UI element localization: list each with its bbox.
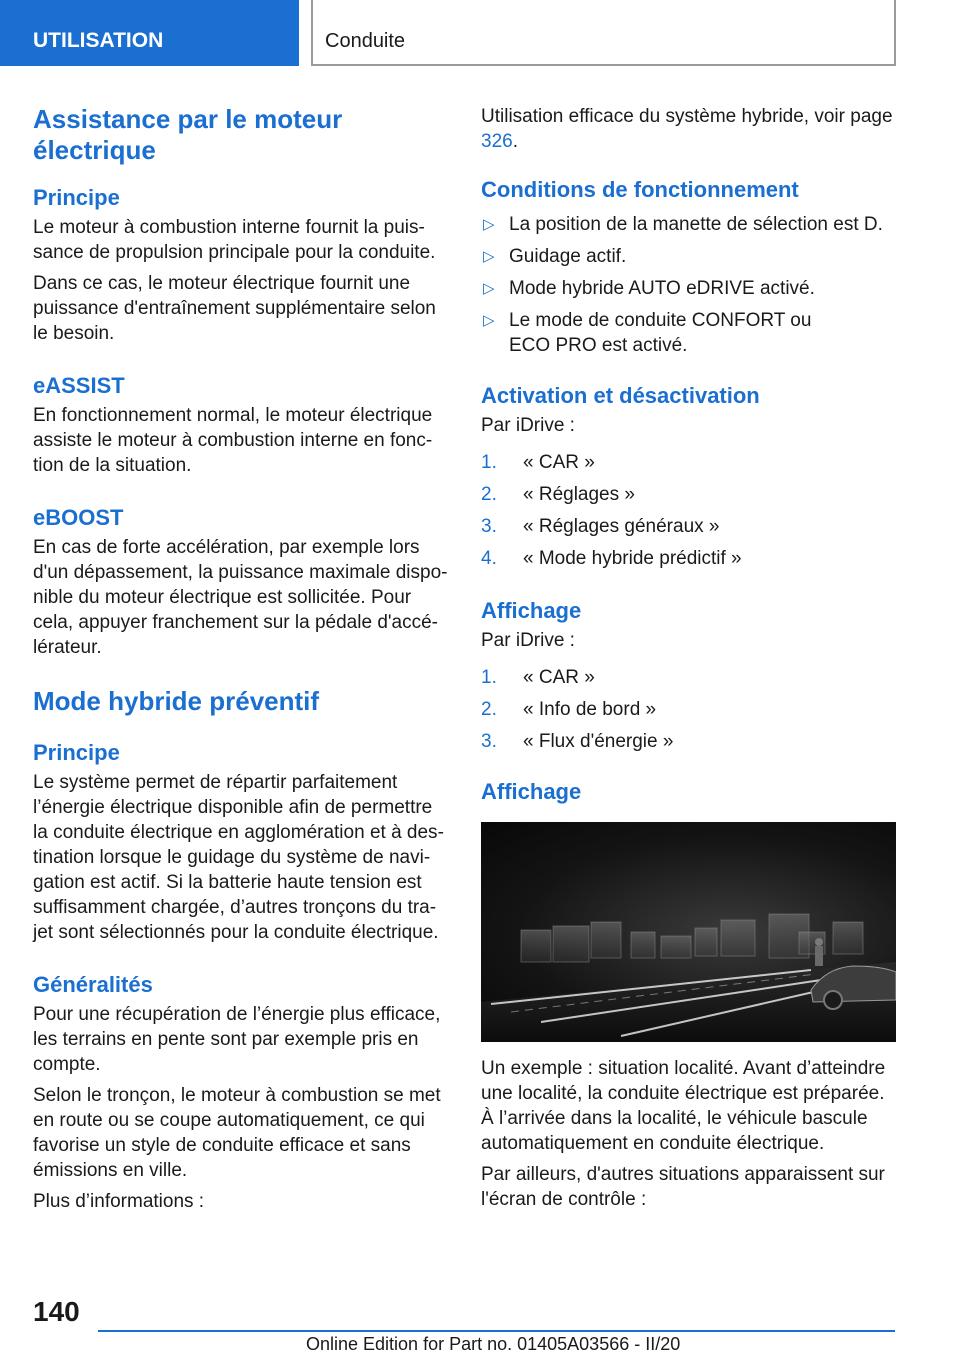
triangle-bullet-icon: ▷ xyxy=(483,280,495,297)
step-text: « Info de bord » xyxy=(523,699,657,720)
paragraph: Pour une récupération de l’énergie plus efficace, les terrains en pente sont par exemple pris en compte. xyxy=(33,1004,441,1075)
step-number: 1. xyxy=(481,667,497,688)
paragraph: En fonctionnement normal, le moteur électrique assiste le moteur à combustion interne en fonction de la situation. xyxy=(33,405,433,476)
heading-eboost: eBOOST xyxy=(33,505,124,530)
list-item-text: Guidage actif. xyxy=(509,246,627,267)
step-text: « Mode hybride prédictif » xyxy=(523,548,742,569)
paragraph: Par iDrive : xyxy=(481,415,575,436)
heading-mode-hybride: Mode hybride préventif xyxy=(33,686,320,716)
list-item xyxy=(481,665,896,690)
paragraph: Un exemple : situation localité. Avant d’atteindre une localité, la conduite électrique est préparée. À l’arrivée dans la localité, le véhicule bascule automatiquement en conduite électrique. xyxy=(481,1058,886,1154)
page-number: 140 xyxy=(33,1296,80,1327)
step-number: 2. xyxy=(481,699,497,720)
step-number: 3. xyxy=(481,516,497,537)
section-tab xyxy=(0,0,299,66)
chapter-tab xyxy=(311,0,896,66)
step-text: « Flux d'énergie » xyxy=(523,731,674,752)
heading-generalites: Généralités xyxy=(33,972,153,997)
conditions-list xyxy=(481,212,896,358)
paragraph: Plus d’informations : xyxy=(33,1191,205,1212)
paragraph-utilisation xyxy=(481,104,896,154)
right-column xyxy=(481,104,896,1212)
steps-list-2 xyxy=(481,665,896,754)
list-item xyxy=(481,729,896,754)
list-item xyxy=(481,212,896,237)
heading-conditions: Conditions de fonctionnement xyxy=(481,177,799,202)
list-item xyxy=(481,244,896,269)
paragraph: En cas de forte accélération, par exemple lors d'un dépassement, la puissance maximale disponible du moteur électrique est sollicitée. Pour cela, appuyer franchement sur la pédale d'accélérateur. xyxy=(33,537,448,658)
list-item-text: La position de la manette de sélection est D. xyxy=(509,214,883,235)
chapter-title: Conduite xyxy=(325,30,406,52)
heading-eassist: eASSIST xyxy=(33,373,125,398)
list-item xyxy=(481,697,896,722)
city-drive-illustration xyxy=(481,822,896,1042)
list-item xyxy=(481,308,896,358)
heading-assistance: Assistance par le moteur électrique xyxy=(33,104,343,165)
heading-principe-2: Principe xyxy=(33,740,120,765)
paragraph-text: . xyxy=(512,131,518,152)
triangle-bullet-icon: ▷ xyxy=(483,248,495,265)
list-item xyxy=(481,514,896,539)
paragraph: Par ailleurs, d'autres situations apparaissent sur l'écran de contrôle : xyxy=(481,1164,885,1210)
footer-divider xyxy=(98,1330,895,1332)
list-item-text: Mode hybride AUTO eDRIVE activé. xyxy=(509,278,815,299)
heading-affichage-2: Affichage xyxy=(481,779,582,804)
section-title: UTILISATION xyxy=(33,29,164,52)
list-item-text: Le mode de conduite CONFORT ou ECO PRO est activé. xyxy=(509,310,812,356)
paragraph: Le moteur à combustion interne fournit la puissance de propulsion principale pour la conduite. xyxy=(33,217,436,263)
list-item xyxy=(481,482,896,507)
footer-edition: Online Edition for Part no. 01405A03566 - II/20 xyxy=(306,1334,681,1354)
list-item xyxy=(481,546,896,571)
step-text: « Réglages » xyxy=(523,484,635,505)
paragraph: Selon le tronçon, le moteur à combustion se met en route ou se coupe automatiquement, ce qui favorise un style de conduite efficace et sans émissions en ville. xyxy=(33,1085,441,1181)
paragraph: Dans ce cas, le moteur électrique fournit une puissance d'entraînement supplémentaire selon le besoin. xyxy=(33,273,436,344)
paragraph: Le système permet de répartir parfaitement l’énergie électrique disponible afin de permettre la conduite électrique en agglomération et à destination lorsque le guidage du système de navigation est actif. Si la batterie haute tension est suffisamment chargée, d’autres tronçons du trajet sont sélectionnés pour la conduite électrique. xyxy=(33,772,444,943)
step-number: 1. xyxy=(481,452,497,473)
steps-list-1 xyxy=(481,450,896,571)
paragraph: Par iDrive : xyxy=(481,630,575,651)
page-link[interactable]: 326 xyxy=(481,131,513,152)
triangle-bullet-icon: ▷ xyxy=(483,216,495,233)
heading-activation: Activation et désactivation xyxy=(481,383,760,408)
heading-affichage-1: Affichage xyxy=(481,598,582,623)
energy-display-image xyxy=(481,822,896,1042)
paragraph-text: Utilisation efficace du système hybride, voir page xyxy=(481,106,893,127)
step-text: « CAR » xyxy=(523,667,595,688)
list-item xyxy=(481,276,896,301)
step-number: 3. xyxy=(481,731,497,752)
step-number: 4. xyxy=(481,548,497,569)
triangle-bullet-icon: ▷ xyxy=(483,312,495,329)
step-number: 2. xyxy=(481,484,497,505)
step-text: « CAR » xyxy=(523,452,595,473)
step-text: « Réglages généraux » xyxy=(523,516,720,537)
list-item xyxy=(481,450,896,475)
left-column xyxy=(33,96,448,1214)
heading-principe-1: Principe xyxy=(33,185,120,210)
